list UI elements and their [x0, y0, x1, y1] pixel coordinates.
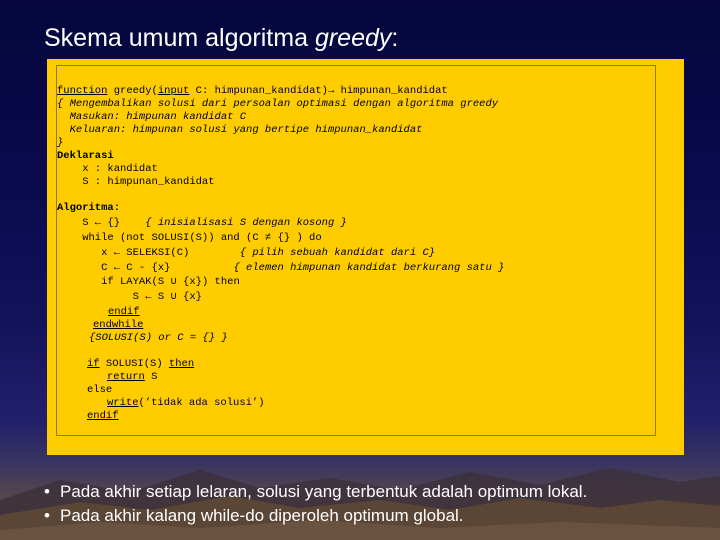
doc-comment-line: { Mengembalikan solusi dari persoalan optimasi dengan algoritma greedy [57, 98, 499, 110]
code-line-if-solution: if SOLUSI(S) then [87, 358, 195, 370]
doc-comment-line: Keluaran: himpunan solusi yang bertipe himpunan_kandidat [57, 124, 423, 136]
doc-comment-line: } [57, 137, 64, 149]
declaration-line: x : kandidat [57, 163, 158, 175]
bullet-item: • Pada akhir kalang while-do diperoleh optimum global. [44, 504, 587, 528]
pseudocode-panel [47, 59, 684, 455]
bullet-list [44, 480, 587, 528]
code-line-final-endif: endif [87, 410, 119, 422]
code-line-post-comment: {SOLUSI(S) or C = {} } [89, 332, 228, 344]
code-line-while: while (not SOLUSI(S)) and (C ≠ {} ) do [57, 232, 322, 244]
code-line-endwhile: endwhile [93, 319, 144, 331]
algorithm-heading: Algoritma: [57, 202, 121, 214]
code-line-else: else [87, 384, 113, 396]
slide-title: Skema umum algoritma greedy: [44, 24, 399, 52]
doc-comment-line: Masukan: himpunan kandidat C [57, 111, 247, 123]
code-line-select: x ← SELEKSI(C) { pilih sebuah kandidat dari C} [57, 247, 436, 259]
bullet-item: • Pada akhir setiap lelaran, solusi yang terbentuk adalah optimum lokal. [44, 480, 587, 504]
code-line-if-feasible: if LAYAK(S ∪ {x}) then [57, 276, 240, 288]
code-line-init: S ← {} { inisialisasi S dengan kosong } [57, 217, 347, 229]
declaration-heading: Deklarasi [57, 150, 114, 162]
code-line-return: return S [107, 371, 158, 383]
pseudocode-frame [56, 65, 656, 436]
code-line-union: S ← S ∪ {x} [57, 291, 202, 303]
function-signature: function greedy(input C: himpunan_kandidat)→ himpunan_kandidat [57, 85, 448, 97]
code-line-remove: C ← C - {x} { elemen himpunan kandidat berkurang satu } [57, 262, 505, 274]
code-line-write: write(’tidak ada solusi’) [107, 397, 265, 409]
declaration-line: S : himpunan_kandidat [57, 176, 215, 188]
code-line-endif: endif [108, 306, 140, 318]
